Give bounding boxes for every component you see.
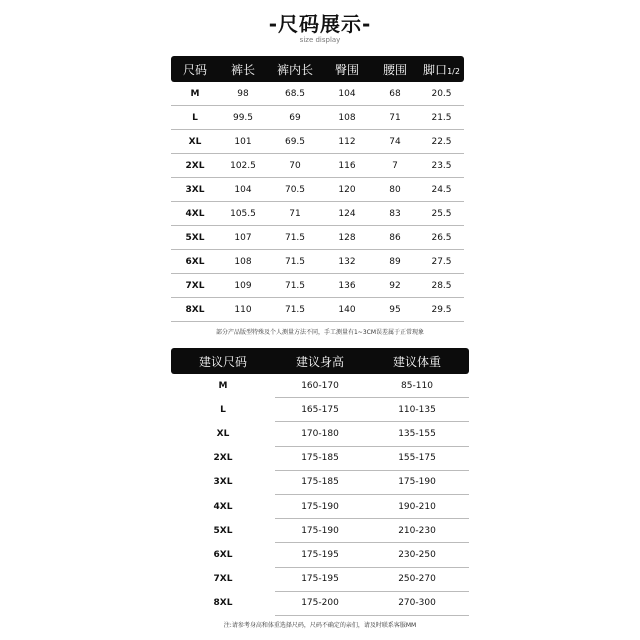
table-row [171, 543, 469, 567]
hip-cell: 104 [323, 82, 371, 106]
leg-opening-cell: 22.5 [419, 130, 464, 154]
leg-opening-cell: 24.5 [419, 178, 464, 202]
waist-cell: 95 [371, 298, 419, 322]
table-row [171, 494, 469, 518]
inseam-cell: 70.5 [267, 178, 323, 202]
size-cell: 2XL [171, 154, 219, 178]
table-row [171, 250, 464, 274]
size-cell: 8XL [213, 598, 233, 609]
header-leg-opening-label: 脚口 [423, 62, 448, 77]
inseam-cell: 70 [267, 154, 323, 178]
header-waist: 腰围 [371, 56, 419, 82]
weight-cell: 270-300 [365, 591, 469, 615]
hip-cell: 140 [323, 298, 371, 322]
hip-cell: 112 [323, 130, 371, 154]
recommendation-note: 注:请参考身高和体重选择尺码，尺码不确定的亲们，请及时联系客服MM [223, 622, 417, 629]
table-row [171, 422, 469, 446]
pants-length-cell: 107 [219, 226, 267, 250]
table-row [171, 274, 464, 298]
pants-length-cell: 98 [219, 82, 267, 106]
size-cell: 6XL [171, 250, 219, 274]
leg-opening-cell: 28.5 [419, 274, 464, 298]
height-cell: 160-170 [275, 374, 365, 398]
weight-cell: 250-270 [365, 567, 469, 591]
table-row [171, 202, 464, 226]
hip-cell: 136 [323, 274, 371, 298]
size-cell: L [220, 404, 226, 415]
size-cell: 6XL [213, 549, 233, 560]
hip-cell: 128 [323, 226, 371, 250]
page-subtitle: size display [299, 36, 341, 44]
size-cell: 5XL [171, 226, 219, 250]
weight-cell: 110-135 [365, 398, 469, 422]
size-cell: XL [171, 130, 219, 154]
table-row [171, 374, 469, 398]
size-cell: L [171, 106, 219, 130]
size-cell: 7XL [213, 574, 233, 585]
inseam-cell: 69 [267, 106, 323, 130]
size-cell: 7XL [171, 274, 219, 298]
hip-cell: 116 [323, 154, 371, 178]
header-hip: 臀围 [323, 56, 371, 82]
height-cell: 165-175 [275, 398, 365, 422]
leg-opening-cell: 25.5 [419, 202, 464, 226]
weight-cell: 155-175 [365, 446, 469, 470]
header-pants-length: 裤长 [219, 56, 267, 82]
weight-cell: 190-210 [365, 494, 469, 518]
waist-cell: 92 [371, 274, 419, 298]
header-recommended-weight: 建议体重 [365, 348, 469, 374]
table-header-row [171, 56, 464, 82]
size-recommendation-body [171, 374, 469, 615]
weight-cell: 135-155 [365, 422, 469, 446]
hip-cell: 132 [323, 250, 371, 274]
table-row [171, 226, 464, 250]
pants-length-cell: 108 [219, 250, 267, 274]
leg-opening-cell: 23.5 [419, 154, 464, 178]
size-cell: 4XL [213, 501, 233, 512]
waist-cell: 89 [371, 250, 419, 274]
size-cell: XL [216, 428, 230, 439]
height-cell: 175-200 [275, 591, 365, 615]
waist-cell: 71 [371, 106, 419, 130]
size-measurement-table [171, 56, 464, 322]
weight-cell: 175-190 [365, 470, 469, 494]
header-size: 尺码 [171, 56, 219, 82]
hip-cell: 120 [323, 178, 371, 202]
leg-opening-cell: 29.5 [419, 298, 464, 322]
size-cell: 3XL [171, 178, 219, 202]
inseam-cell: 71.5 [267, 298, 323, 322]
table-header-row [171, 348, 469, 374]
table-row [171, 398, 469, 422]
waist-cell: 80 [371, 178, 419, 202]
height-cell: 175-185 [275, 446, 365, 470]
size-cell: M [218, 380, 228, 391]
header-recommended-height: 建议身高 [275, 348, 365, 374]
leg-opening-cell: 27.5 [419, 250, 464, 274]
header-recommended-size: 建议尺码 [171, 348, 275, 374]
inseam-cell: 68.5 [267, 82, 323, 106]
hip-cell: 108 [323, 106, 371, 130]
leg-opening-cell: 21.5 [419, 106, 464, 130]
header-leg-opening [419, 56, 464, 82]
pants-length-cell: 109 [219, 274, 267, 298]
inseam-cell: 71 [267, 202, 323, 226]
height-cell: 175-185 [275, 470, 365, 494]
pants-length-cell: 104 [219, 178, 267, 202]
measurement-note: 部分产品版型特殊及个人测量方法不同，手工测量有1~3CM误差属于正常现象 [215, 329, 425, 336]
size-cell: 8XL [171, 298, 219, 322]
waist-cell: 86 [371, 226, 419, 250]
waist-cell: 7 [371, 154, 419, 178]
leg-opening-cell: 20.5 [419, 82, 464, 106]
height-cell: 170-180 [275, 422, 365, 446]
table-row [171, 298, 464, 322]
size-measurement-body [171, 82, 464, 322]
header-inseam: 裤内长 [267, 56, 323, 82]
weight-cell: 230-250 [365, 543, 469, 567]
table-row [171, 106, 464, 130]
pants-length-cell: 105.5 [219, 202, 267, 226]
inseam-cell: 71.5 [267, 274, 323, 298]
waist-cell: 74 [371, 130, 419, 154]
table-row [171, 154, 464, 178]
inseam-cell: 69.5 [267, 130, 323, 154]
page-title: -尺码展示- [268, 12, 372, 36]
size-cell: 4XL [171, 202, 219, 226]
size-cell: M [171, 82, 219, 106]
table-row [171, 567, 469, 591]
pants-length-cell: 102.5 [219, 154, 267, 178]
table-row [171, 178, 464, 202]
waist-cell: 83 [371, 202, 419, 226]
size-recommendation-table [171, 348, 469, 616]
size-cell: 3XL [213, 477, 233, 488]
size-cell: 5XL [213, 525, 233, 536]
pants-length-cell: 99.5 [219, 106, 267, 130]
weight-cell: 210-230 [365, 519, 469, 543]
table-row [171, 82, 464, 106]
pants-length-cell: 101 [219, 130, 267, 154]
height-cell: 175-195 [275, 567, 365, 591]
table-row [171, 591, 469, 615]
hip-cell: 124 [323, 202, 371, 226]
table-row [171, 446, 469, 470]
table-row [171, 519, 469, 543]
pants-length-cell: 110 [219, 298, 267, 322]
weight-cell: 85-110 [365, 374, 469, 398]
leg-opening-cell: 26.5 [419, 226, 464, 250]
inseam-cell: 71.5 [267, 250, 323, 274]
waist-cell: 68 [371, 82, 419, 106]
header-leg-opening-suffix: 1/2 [447, 66, 460, 76]
inseam-cell: 71.5 [267, 226, 323, 250]
height-cell: 175-190 [275, 519, 365, 543]
size-cell: 2XL [213, 453, 233, 464]
table-row [171, 470, 469, 494]
height-cell: 175-190 [275, 494, 365, 518]
height-cell: 175-195 [275, 543, 365, 567]
table-row [171, 130, 464, 154]
